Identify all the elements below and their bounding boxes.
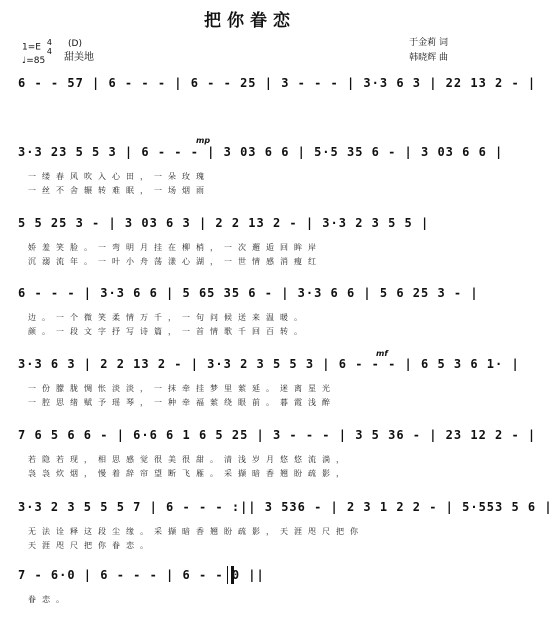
lyric-line: 一腔思绪赋予瑶琴，一种牵福萦绕眼前。暮霞浅醉 (28, 398, 336, 407)
lyric-line (28, 608, 484, 620)
notation-line: 7 6 5 6 6 - | 6·6 6 1 6 5 25 | 3 - - - | 3 5 36 - | 23 12 2 - | (18, 428, 537, 442)
lyric-line: 袅袅炊烟，慢着辞帘望断飞雁。采撷暗香翘盼疏影， (28, 469, 350, 478)
notation-line: 3·3 6 3 | 2 2 13 2 - | 3·3 2 3 5 5 3 | 6 - - - | 6 5 3 6 1· | (18, 357, 520, 371)
lyric-line: 一份朦胧惆怅淡淡，一抹牵挂梦里萦延。迷离星光 (28, 384, 336, 393)
lyric-line: 颜。一段文字抒写诗篇，一首情歌千回百转。 (28, 327, 308, 336)
time-bottom: 4 (46, 47, 52, 56)
key-signature (22, 38, 55, 56)
notation-line: 3·3 2 3 5 5 5 7 | 6 - - - :|| 3 536 - | 2 3 1 2 2 - | 5·553 5 6 | (18, 500, 553, 514)
tempo-mark: ♩=85 (22, 56, 46, 66)
lyric-line (28, 102, 484, 114)
notation-line: 6 - - 57 | 6 - - - | 6 - - 25 | 3 - - - | 3·3 6 3 | 22 13 2 - | (18, 76, 537, 90)
lyric-line: 沉溺流年。一叶小舟荡漾心湖，一世情感消瘦红 (28, 257, 322, 266)
time-top: 4 (46, 38, 52, 47)
notation-line: 7 - 6·0 | 6 - - - | 6 - - 0 || (18, 568, 265, 582)
lyric-line: 若隐若现，相思感觉很美很甜。清浅岁月悠悠流淌， (28, 455, 350, 464)
composer-credit: 韩晓辉 曲 (409, 53, 448, 63)
notation-line: 6 - - - | 3·3 6 6 | 5 65 35 6 - | 3·3 6 6 | 5 6 25 3 - | (18, 286, 479, 300)
lyric-line: 一丝不舍辗转难眠，一场烟雨 (28, 186, 210, 195)
lyric-line: 边。一个微笑柔情万千，一句问候送来温暖。 (28, 313, 308, 322)
lyric-line: 娇羞笑脸。一弯明月挂在柳梢，一次邂逅回眸岸 (28, 243, 322, 252)
dynamic-mp: mp (196, 136, 211, 145)
key-alt: (D) (68, 39, 82, 49)
key-label: 1=E (22, 42, 41, 53)
final-barline (227, 566, 234, 584)
expression-mark: 甜美地 (64, 52, 94, 63)
notation-line: 3·3 23 5 5 3 | 6 - - - | 3 03 6 6 | 5·5 35 6 - | 3 03 6 6 | (18, 145, 504, 159)
lyric-line: 眷恋。 (28, 595, 70, 604)
song-title: 把你眷恋 (204, 11, 296, 31)
dynamic-mf: mf (376, 349, 388, 358)
time-signature (47, 38, 52, 56)
lyric-line (28, 116, 484, 128)
notation-line: 5 5 25 3 - | 3 03 6 3 | 2 2 13 2 - | 3·3 2 3 5 5 | (18, 216, 430, 230)
lyric-line: 天涯咫尺把你眷恋。 (28, 541, 154, 550)
lyric-line: 无法诠释这段尘缘。采撷暗香翘盼疏影，天涯咫尺把你 (28, 527, 364, 536)
lyricist-credit: 于金莉 词 (409, 38, 448, 48)
lyric-line: 一缕春风吹入心田，一朵玫瑰 (28, 172, 210, 181)
credits (409, 36, 448, 66)
